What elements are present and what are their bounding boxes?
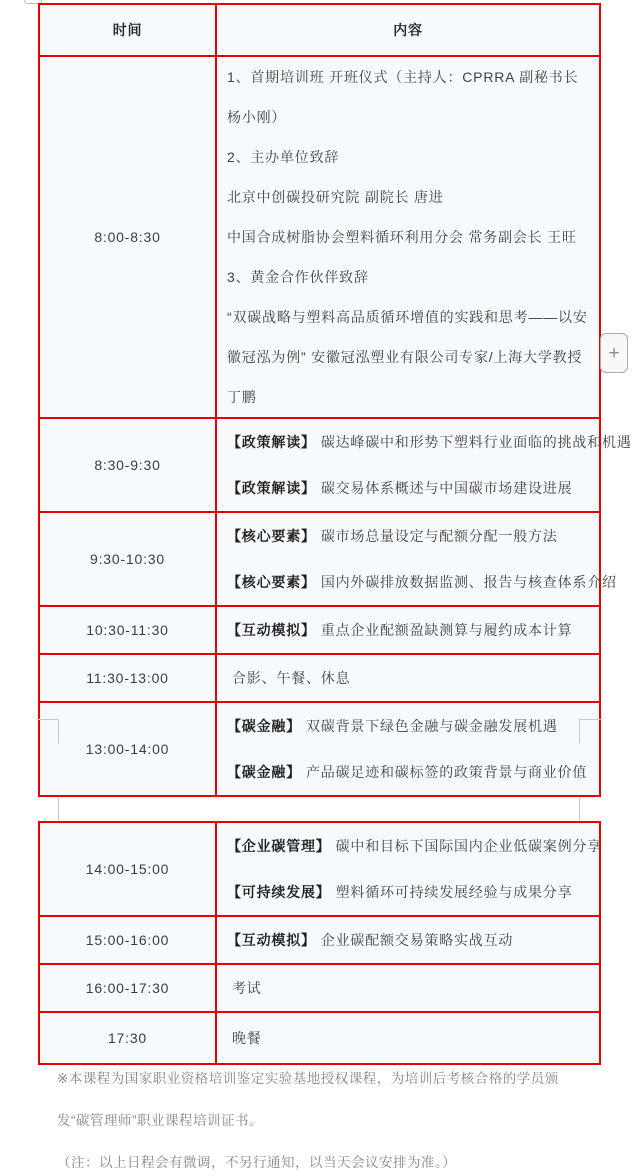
time-cell: 8:30-9:30 [39,418,216,512]
header-content: 内容 [216,4,600,56]
agenda-item-text: 碳达峰碳中和形势下塑料行业面临的挑战和机遇 [320,434,632,450]
content-cell [216,606,600,654]
schedule-table-day1 [38,3,632,797]
content-cell [216,56,600,418]
agenda-item-text: 塑料循环可持续发展经验与成果分享 [335,884,573,900]
add-block-button[interactable] [600,333,628,373]
agenda-item-tag: 【企业碳管理】 [227,838,331,854]
agenda-item [227,419,632,465]
agenda-item [227,917,595,963]
table-row [39,512,600,606]
agenda-item-text: 碳市场总量设定与配额分配一般方法 [320,528,558,544]
time-cell: 11:30-13:00 [39,654,216,702]
page-corner-mark [37,719,59,743]
schedule-table-day2 [38,821,601,1065]
note-disclaimer: （注：以上日程会有微调，不另行通知，以当天会议安排为准。） [57,1155,457,1170]
agenda-item-tag: 【可持续发展】 [227,884,331,900]
agenda-item [227,869,595,915]
agenda-item-tag: 【核心要素】 [227,528,316,544]
agenda-item [227,607,595,653]
time-cell: 15:00-16:00 [39,916,216,964]
agenda-item [227,823,603,869]
page-corner-mark [58,798,60,821]
time-cell: 9:30-10:30 [39,512,216,606]
content-cell [216,822,603,916]
agenda-item-tag: 【碳金融】 [227,718,301,734]
agenda-item: 中国合成树脂协会塑料循环利用分会 常务副会长 王旺 [227,229,577,245]
content-cell [216,654,600,702]
course-notes [57,1058,574,1176]
content-cell [216,512,617,606]
agenda-item: 2、主办单位致辞 [227,149,340,165]
agenda-item [227,1015,595,1061]
page-corner-mark [579,798,581,821]
header-time: 时间 [39,4,216,56]
table-header-row [39,4,600,56]
agenda-item-text: 考试 [232,980,262,996]
agenda-item-text: 碳交易体系概述与中国碳市场建设进展 [320,480,573,496]
agenda-item-tag: 【政策解读】 [227,434,316,450]
agenda-item [227,703,595,749]
content-cell [216,418,632,512]
agenda-item: “双碳战略与塑料高品质循环增值的实践和思考——以安徽冠泓为例” 安徽冠泓塑业有限公司专家/上海大学教授 丁鹏 [227,309,588,405]
agenda-item-text: 产品碳足迹和碳标签的政策背景与商业价值 [306,764,588,780]
agenda-item: 3、黄金合作伙伴致辞 [227,269,369,285]
table-row [39,964,600,1012]
time-cell: 16:00-17:30 [39,964,216,1012]
table-row [39,1012,600,1064]
agenda-item-text: 双碳背景下绿色金融与碳金融发展机遇 [306,718,558,734]
note-certificate: ※本课程为国家职业资格培训鉴定实验基地授权课程，为培训后考核合格的学员颁发“碳管理师”职业课程培训证书。 [57,1071,559,1128]
table-row [39,702,600,796]
table-row [39,606,600,654]
agenda-item-tag: 【核心要素】 [227,574,316,590]
agenda-item-text: 晚餐 [232,1030,262,1046]
content-cell [216,916,600,964]
agenda-item [227,465,595,511]
time-cell: 8:00-8:30 [39,56,216,418]
agenda-item-text: 国内外碳排放数据监测、报告与核查体系介绍 [320,574,617,590]
agenda-item-text: 企业碳配额交易策略实战互动 [320,932,514,948]
table-row [39,916,600,964]
agenda-item-tag: 【碳金融】 [227,764,301,780]
agenda-item [227,965,595,1011]
plus-icon: + [608,342,620,364]
agenda-item-tag: 【政策解读】 [227,480,316,496]
agenda-item [227,559,617,605]
agenda-item-tag: 【互动模拟】 [227,932,316,948]
agenda-item [227,655,595,701]
agenda-item-text: 重点企业配额盈缺测算与履约成本计算 [320,622,573,638]
agenda-item [227,513,595,559]
page-corner-mark [579,719,602,743]
time-cell: 10:30-11:30 [39,606,216,654]
table-row [39,822,600,916]
agenda-item: 1、首期培训班 开班仪式（主持人：CPRRA 副秘书长 杨小刚） [227,69,579,125]
time-cell: 17:30 [39,1012,216,1064]
content-cell [216,1012,600,1064]
content-cell [216,702,600,796]
agenda-item-tag: 【互动模拟】 [227,622,316,638]
table-row [39,418,600,512]
time-cell: 13:00-14:00 [39,702,216,796]
time-cell: 14:00-15:00 [39,822,216,916]
agenda-item: 北京中创碳投研究院 副院长 唐进 [227,189,444,205]
agenda-item-text: 碳中和目标下国际国内企业低碳案例分享 [335,838,603,854]
agenda-item-text: 合影、午餐、休息 [232,670,351,686]
table-row [39,56,600,418]
agenda-item [227,749,595,795]
table-row [39,654,600,702]
content-cell [216,964,600,1012]
